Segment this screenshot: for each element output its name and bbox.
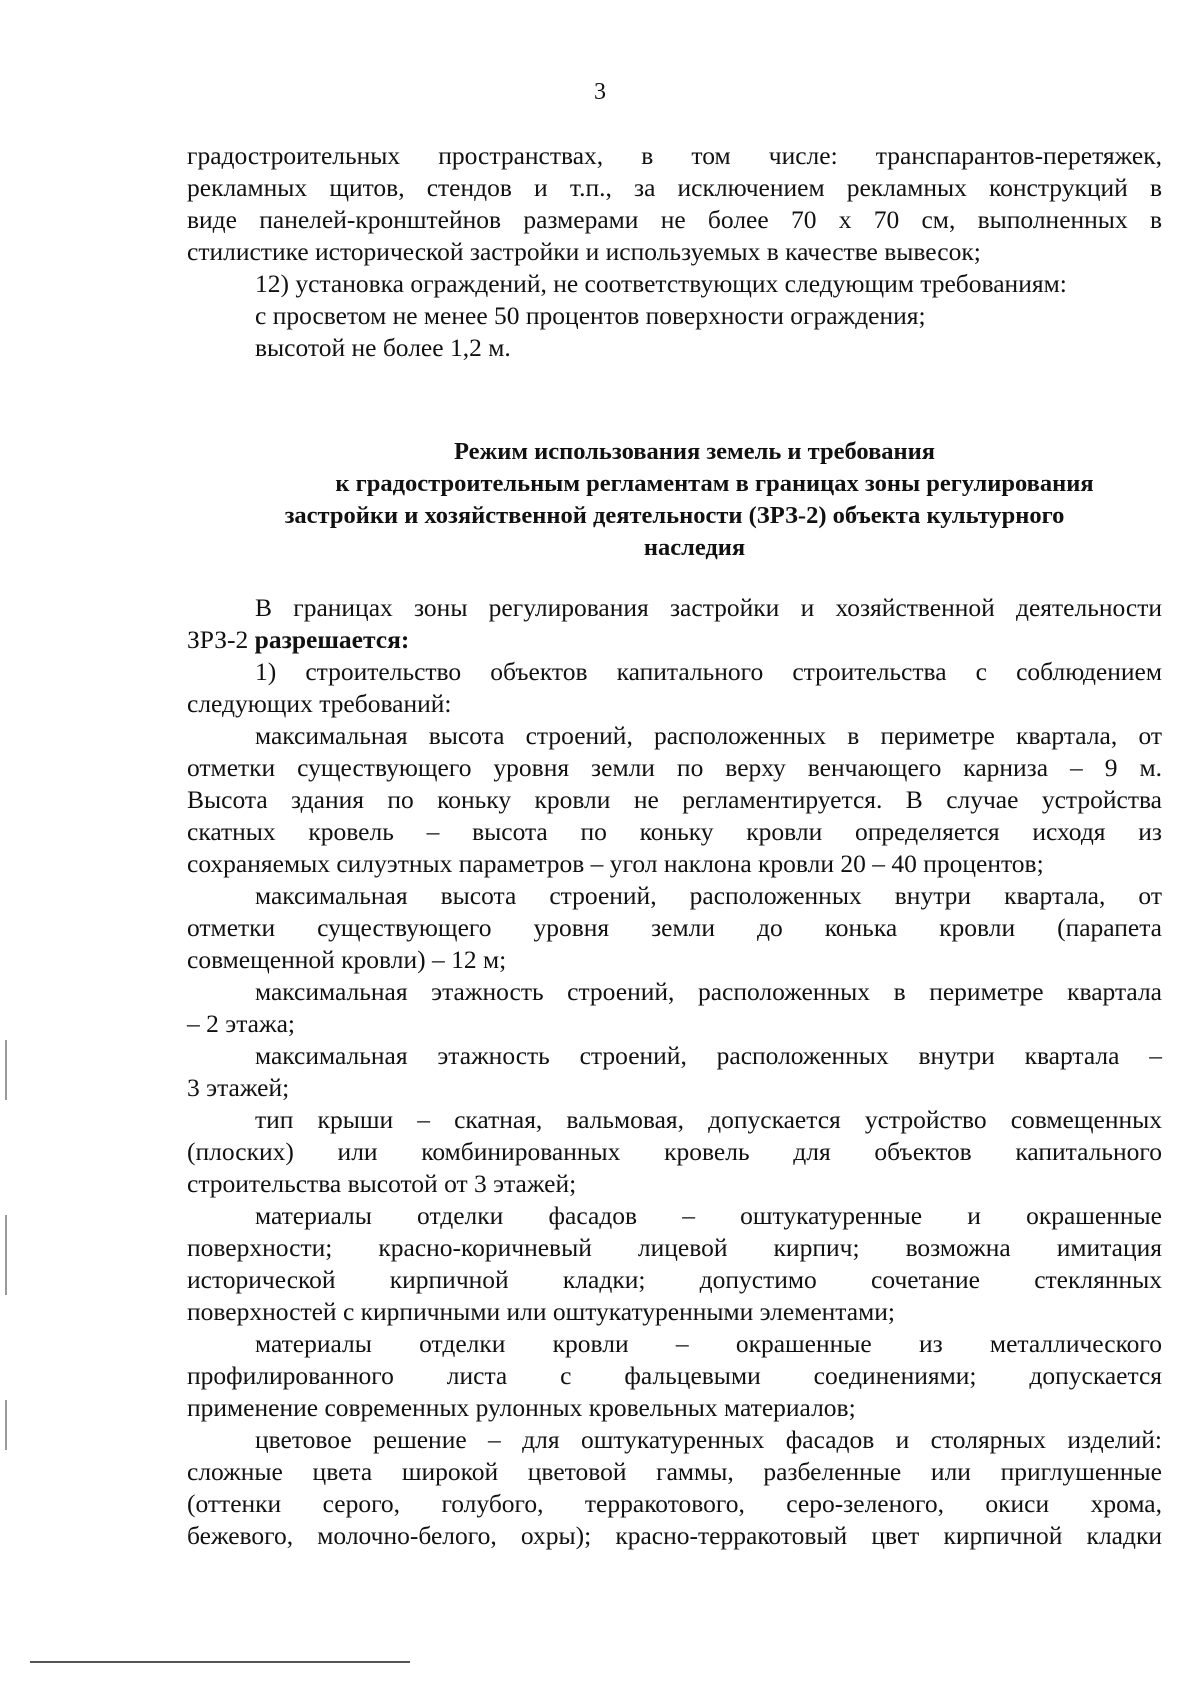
heading-line: наследия (643, 534, 746, 561)
text-line: 1) строительство объектов капитального строительства с соблюдением (255, 657, 1162, 686)
text-line: материалы отделки кровли – окрашенные из металлического (255, 1329, 1162, 1358)
text-line: – 2 этажа; (187, 1009, 295, 1038)
text-line: применение современных рулонных кровельных материалов; (187, 1393, 856, 1422)
text-line: Высота здания по коньку кровли не регламентируется. В случае устройства (187, 785, 1162, 814)
text-line: рекламных щитов, стендов и т.п., за исключением рекламных конструкций в (187, 173, 1162, 202)
text-line: следующих требований: (187, 689, 452, 718)
text-line: строительства высотой от 3 этажей; (187, 1169, 577, 1198)
text-line: скатных кровель – высота по коньку кровли определяется исходя из (187, 817, 1162, 846)
text-line: 3 этажей; (187, 1073, 290, 1102)
intro-prefix: ЗРЗ-2 (187, 625, 255, 654)
text-line: отметки существующего уровня земли до конька кровли (парапета (187, 913, 1162, 942)
text-line: градостроительных пространствах, в том числе: транспарантов-перетяжек, (187, 141, 1162, 170)
page-number: 3 (594, 79, 606, 105)
intro-line: В границах зоны регулирования застройки и хозяйственной деятельности (255, 593, 1162, 622)
heading-line: застройки и хозяйственной деятельности (ЗРЗ-2) объекта культурного (284, 502, 1065, 529)
text-line: максимальная высота строений, расположенных в периметре квартала, от (255, 721, 1162, 750)
text-line: виде панелей-кронштейнов размерами не более 70 х 70 см, выполненных в (187, 205, 1162, 234)
scan-margin-mark (5, 1400, 7, 1450)
text-line: профилированного листа с фальцевыми соединениями; допускается (187, 1361, 1162, 1390)
text-line: высотой не более 1,2 м. (255, 333, 511, 362)
page-bottom-rule (30, 1661, 410, 1663)
text-line: максимальная этажность строений, расположенных внутри квартала – (255, 1041, 1162, 1070)
text-line: исторической кирпичной кладки; допустимо сочетание стеклянных (187, 1265, 1162, 1294)
section-heading (187, 436, 1162, 564)
top-paragraphs (187, 140, 1162, 364)
text-line: максимальная высота строений, расположенных внутри квартала, от (255, 881, 1162, 910)
intro-line (187, 624, 1162, 656)
text-line: тип крыши – скатная, вальмовая, допускается устройство совмещенных (255, 1105, 1162, 1134)
text-line: стилистике исторической застройки и используемых в качестве вывесок; (187, 237, 981, 266)
text-line: (оттенки серого, голубого, терракотового, серо-зеленого, окиси хрома, (187, 1489, 1162, 1518)
text-line: (плоских) или комбинированных кровель для объектов капитального (187, 1137, 1162, 1166)
scan-margin-mark (5, 1215, 7, 1295)
text-line: сохраняемых силуэтных параметров – угол наклона кровли 20 – 40 процентов; (187, 849, 1044, 878)
intro-bold-word: разрешается: (254, 625, 410, 654)
text-line: с просветом не менее 50 процентов поверхности ограждения; (255, 301, 926, 330)
text-line: максимальная этажность строений, расположенных в периметре квартала (255, 977, 1162, 1006)
scan-margin-mark (5, 1040, 7, 1100)
text-line: поверхности; красно-коричневый лицевой кирпич; возможна имитация (187, 1233, 1162, 1262)
heading-line: к градостроительным регламентам в границах зоны регулирования (335, 470, 1094, 497)
text-line: материалы отделки фасадов – оштукатуренные и окрашенные (255, 1201, 1162, 1230)
text-line: сложные цвета широкой цветовой гаммы, разбеленные или приглушенные (187, 1457, 1162, 1486)
text-line: совмещенной кровли) – 12 м; (187, 945, 507, 974)
text-line: бежевого, молочно-белого, охры); красно-терракотовый цвет кирпичной кладки (187, 1521, 1162, 1550)
heading-line: Режим использования земель и требования (453, 438, 936, 465)
text-line: поверхностей с кирпичными или оштукатуренными элементами; (187, 1297, 895, 1326)
text-line: 12) установка ограждений, не соответствующих следующим требованиям: (255, 269, 1067, 298)
text-line: цветовое решение – для оштукатуренных фасадов и столярных изделий: (255, 1425, 1162, 1454)
text-line: отметки существующего уровня земли по верху венчающего карниза – 9 м. (187, 753, 1162, 782)
body-paragraphs (187, 592, 1162, 1552)
